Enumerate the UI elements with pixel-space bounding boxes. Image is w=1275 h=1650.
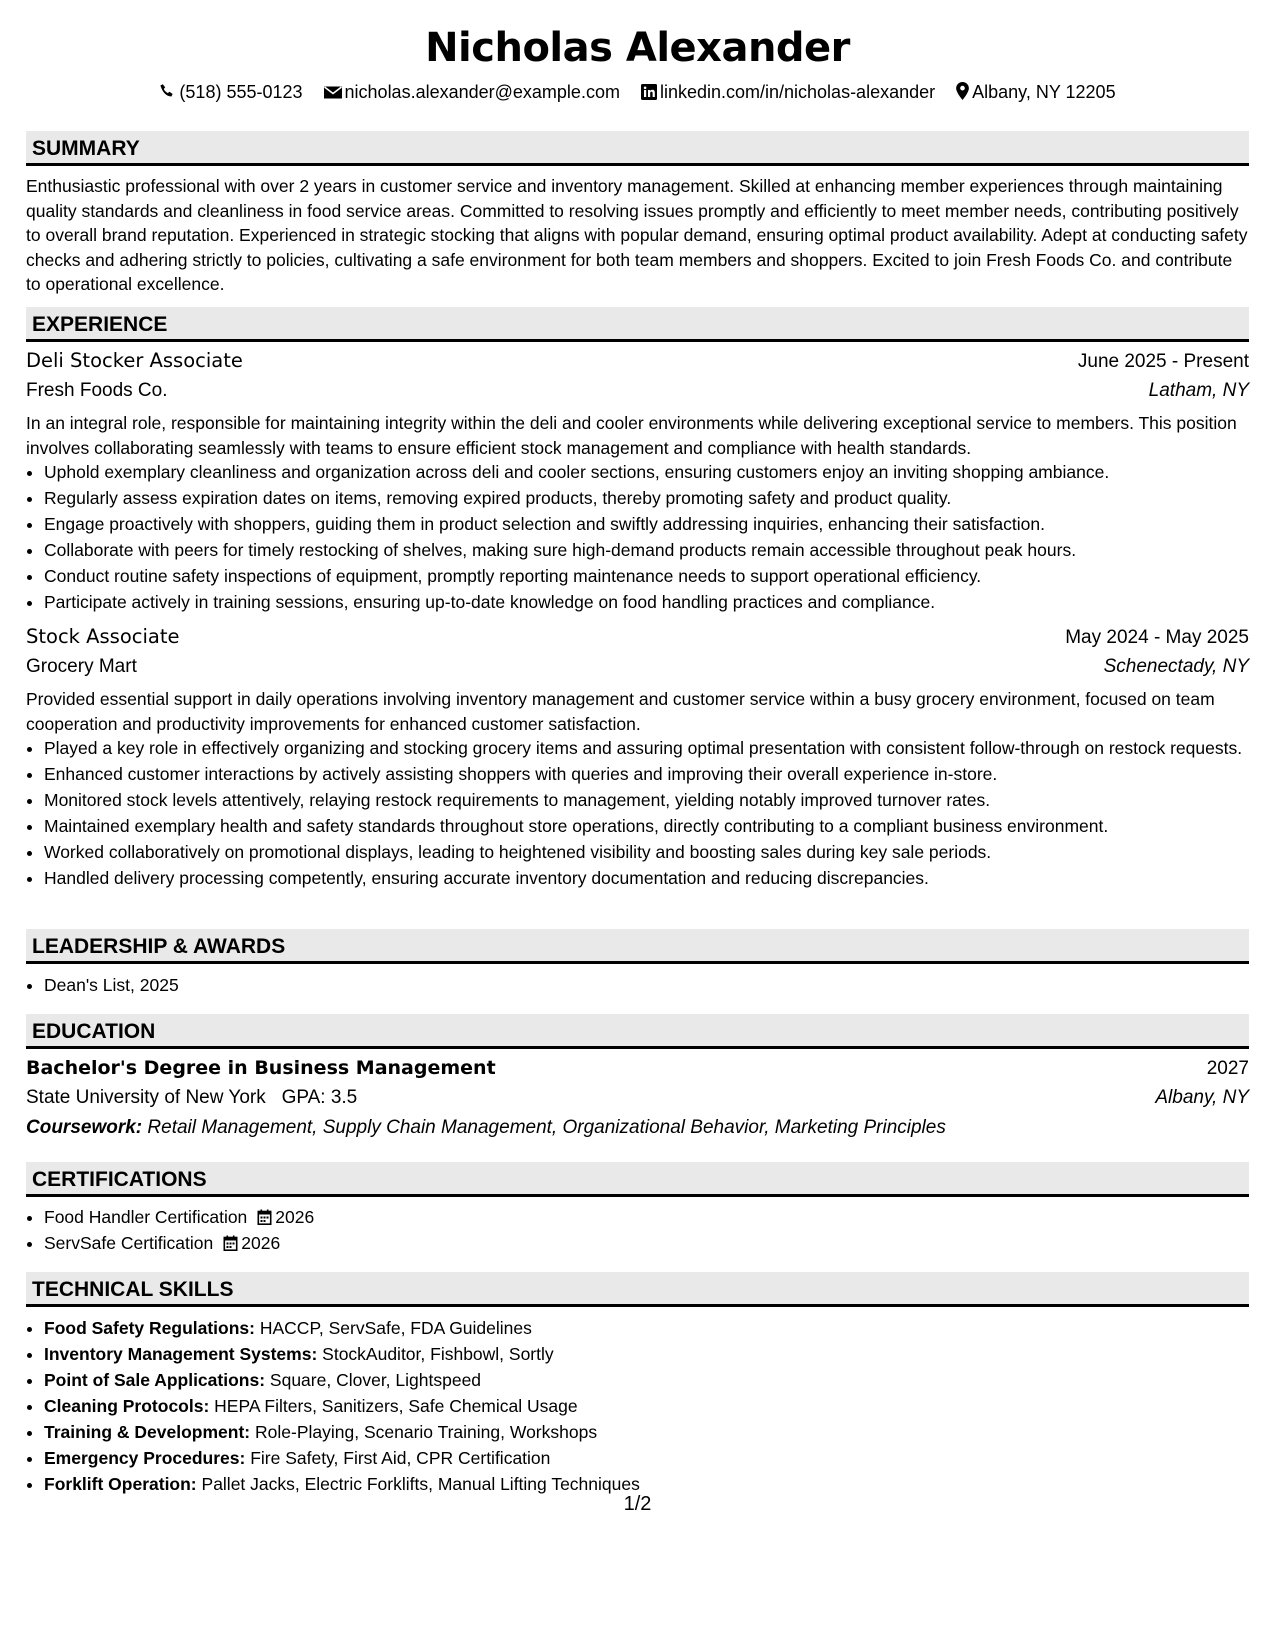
section-heading-skills: TECHNICAL SKILLS (26, 1272, 1249, 1307)
skill-value: HACCP, ServSafe, FDA Guidelines (259, 1318, 532, 1338)
summary-block (26, 174, 1249, 297)
job-bullets (26, 460, 1249, 615)
job-location: Schenectady, NY (1103, 656, 1249, 677)
skill-label: Emergency Procedures: (44, 1448, 246, 1468)
job-company: Fresh Foods Co. (26, 380, 168, 401)
cert-year: 2026 (241, 1233, 281, 1253)
coursework-list: Retail Management, Supply Chain Management, Organizational Behavior, Marketing Principles (147, 1117, 946, 1138)
phone-text: (518) 555-0123 (179, 82, 303, 102)
skill-value: HEPA Filters, Sanitizers, Safe Chemical Usage (214, 1396, 578, 1416)
list-item (44, 1205, 1249, 1230)
list-item: • Enhanced customer interactions by actively assisting shoppers with queries and improving their overall experience in-store. (44, 762, 1249, 787)
coursework-label: Coursework: (26, 1117, 143, 1138)
list-item: • Participate actively in training sessions, ensuring up-to-date knowledge on food handling practices and compliance. (44, 590, 1249, 615)
job-description: Provided essential support in daily operations involving inventory management and customer service within a busy grocery environment, focused on team cooperation and productivity improvements for enhanced customer satisfaction. (26, 689, 1215, 734)
section-heading-leadership: LEADERSHIP & AWARDS (26, 929, 1249, 964)
skill-label: Cleaning Protocols: (44, 1396, 210, 1416)
job-company: Grocery Mart (26, 656, 137, 677)
job-dates: May 2024 - May 2025 (1065, 627, 1249, 648)
coursework (26, 1116, 1249, 1141)
experience-entry (26, 349, 1249, 616)
calendar-icon (257, 1209, 272, 1225)
list-item (44, 1368, 1249, 1393)
list-item: • Dean's List, 2025 (44, 973, 1249, 998)
calendar-icon (223, 1235, 238, 1251)
experience-entry (26, 625, 1249, 892)
linkedin-icon (641, 84, 657, 100)
contact-line (26, 80, 1249, 104)
envelope-icon (324, 85, 342, 100)
job-title: Stock Associate (26, 625, 180, 648)
skill-label: Inventory Management Systems: (44, 1344, 318, 1364)
skill-value: Role-Playing, Scenario Training, Workshops (255, 1422, 598, 1442)
cert-year: 2026 (275, 1207, 315, 1227)
school-line (26, 1086, 357, 1111)
page-number: 1/2 (623, 1493, 652, 1515)
skill-label: Food Safety Regulations: (44, 1318, 255, 1338)
list-item (44, 1342, 1249, 1367)
contact-linkedin[interactable] (641, 80, 935, 104)
summary-text: Enthusiastic professional with over 2 years in customer service and inventory management. Skilled at enhancing member experiences through maintaining quality standards and cleanliness in food service areas. Committed to resolving issues promptly and efficiently to meet member needs, contributing positively to overall brand reputation. Experienced in strategic stocking that aligns with popular demand, ensuring optimal product availability. Adept at conducting safety checks and adhering strictly to policies, cultivating a safe environment for both team members and shoppers. Excited to join Fresh Foods Co. and contribute to operational excellence. (26, 176, 1248, 294)
degree: Bachelor's Degree in Business Management (26, 1057, 496, 1079)
map-pin-icon (956, 82, 969, 100)
job-title: Deli Stocker Associate (26, 349, 243, 372)
list-item: • Conduct routine safety inspections of equipment, promptly reporting maintenance needs to support operational efficiency. (44, 564, 1249, 589)
leadership-block (26, 973, 1249, 999)
education-entry (26, 1056, 1249, 1141)
cert-name: ServSafe Certification (44, 1233, 214, 1253)
list-item: • Handled delivery processing competently, ensuring accurate inventory documentation and reducing discrepancies. (44, 866, 1249, 891)
skill-value: Pallet Jacks, Electric Forklifts, Manual Lifting Techniques (201, 1474, 640, 1494)
list-item: • Engage proactively with shoppers, guiding them in product selection and swiftly addressing inquiries, enhancing their satisfaction. (44, 512, 1249, 537)
skill-label: Forklift Operation: (44, 1474, 197, 1494)
list-item: • Monitored stock levels attentively, relaying restock requirements to management, yielding notably improved turnover rates. (44, 788, 1249, 813)
list-item: • Regularly assess expiration dates on items, removing expired products, thereby promoting safety and product quality. (44, 486, 1249, 511)
certifications-block (26, 1205, 1249, 1257)
linkedin-text: linkedin.com/in/nicholas-alexander (659, 82, 936, 102)
contact-location (956, 80, 1115, 104)
list-item (44, 1316, 1249, 1341)
school-location: Albany, NY (1155, 1087, 1249, 1108)
phone-icon (159, 83, 176, 100)
skill-label: Training & Development: (44, 1422, 251, 1442)
gpa: GPA: 3.5 (281, 1087, 358, 1108)
skills-block (26, 1316, 1249, 1498)
list-item: • Maintained exemplary health and safety standards throughout store operations, directly contributing to a compliant business environment. (44, 814, 1249, 839)
list-item: • Played a key role in effectively organizing and stocking grocery items and assuring optimal presentation with consistent follow-through on restock requests. (44, 736, 1249, 761)
location-text: Albany, NY 12205 (972, 82, 1116, 102)
job-bullets (26, 736, 1249, 891)
email-text: nicholas.alexander@example.com (344, 82, 620, 102)
skill-value: StockAuditor, Fishbowl, Sortly (322, 1344, 554, 1364)
list-item: • Uphold exemplary cleanliness and organization across deli and cooler sections, ensuring customers enjoy an inviting shopping ambiance. (44, 460, 1249, 485)
cert-name: Food Handler Certification (44, 1207, 248, 1227)
skill-value: Square, Clover, Lightspeed (269, 1370, 482, 1390)
section-heading-summary: SUMMARY (26, 131, 1249, 166)
list-item (44, 1420, 1249, 1445)
list-item (44, 1446, 1249, 1471)
list-item: • Collaborate with peers for timely restocking of shelves, making sure high-demand products remain accessible throughout peak hours. (44, 538, 1249, 563)
contact-phone[interactable] (159, 80, 302, 104)
candidate-name: Nicholas Alexander (425, 25, 850, 71)
list-item: • Worked collaboratively on promotional displays, leading to heightened visibility and boosting sales during key sale periods. (44, 840, 1249, 865)
job-description: In an integral role, responsible for maintaining integrity within the deli and cooler environments while delivering exceptional service to members. This position involves collaborating seamlessly with teams to ensure efficient stock management and compliance with health standards. (26, 413, 1237, 458)
section-heading-experience: EXPERIENCE (26, 307, 1249, 342)
skill-value: Fire Safety, First Aid, CPR Certification (250, 1448, 551, 1468)
list-item (44, 1231, 1249, 1256)
section-heading-certifications: CERTIFICATIONS (26, 1162, 1249, 1197)
contact-email[interactable] (324, 80, 620, 104)
job-location: Latham, NY (1148, 380, 1249, 401)
graduation-year: 2027 (1206, 1058, 1249, 1079)
school-name: State University of New York (26, 1087, 266, 1108)
list-item (44, 1394, 1249, 1419)
section-heading-education: EDUCATION (26, 1014, 1249, 1049)
job-dates: June 2025 - Present (1077, 351, 1249, 372)
skill-label: Point of Sale Applications: (44, 1370, 266, 1390)
